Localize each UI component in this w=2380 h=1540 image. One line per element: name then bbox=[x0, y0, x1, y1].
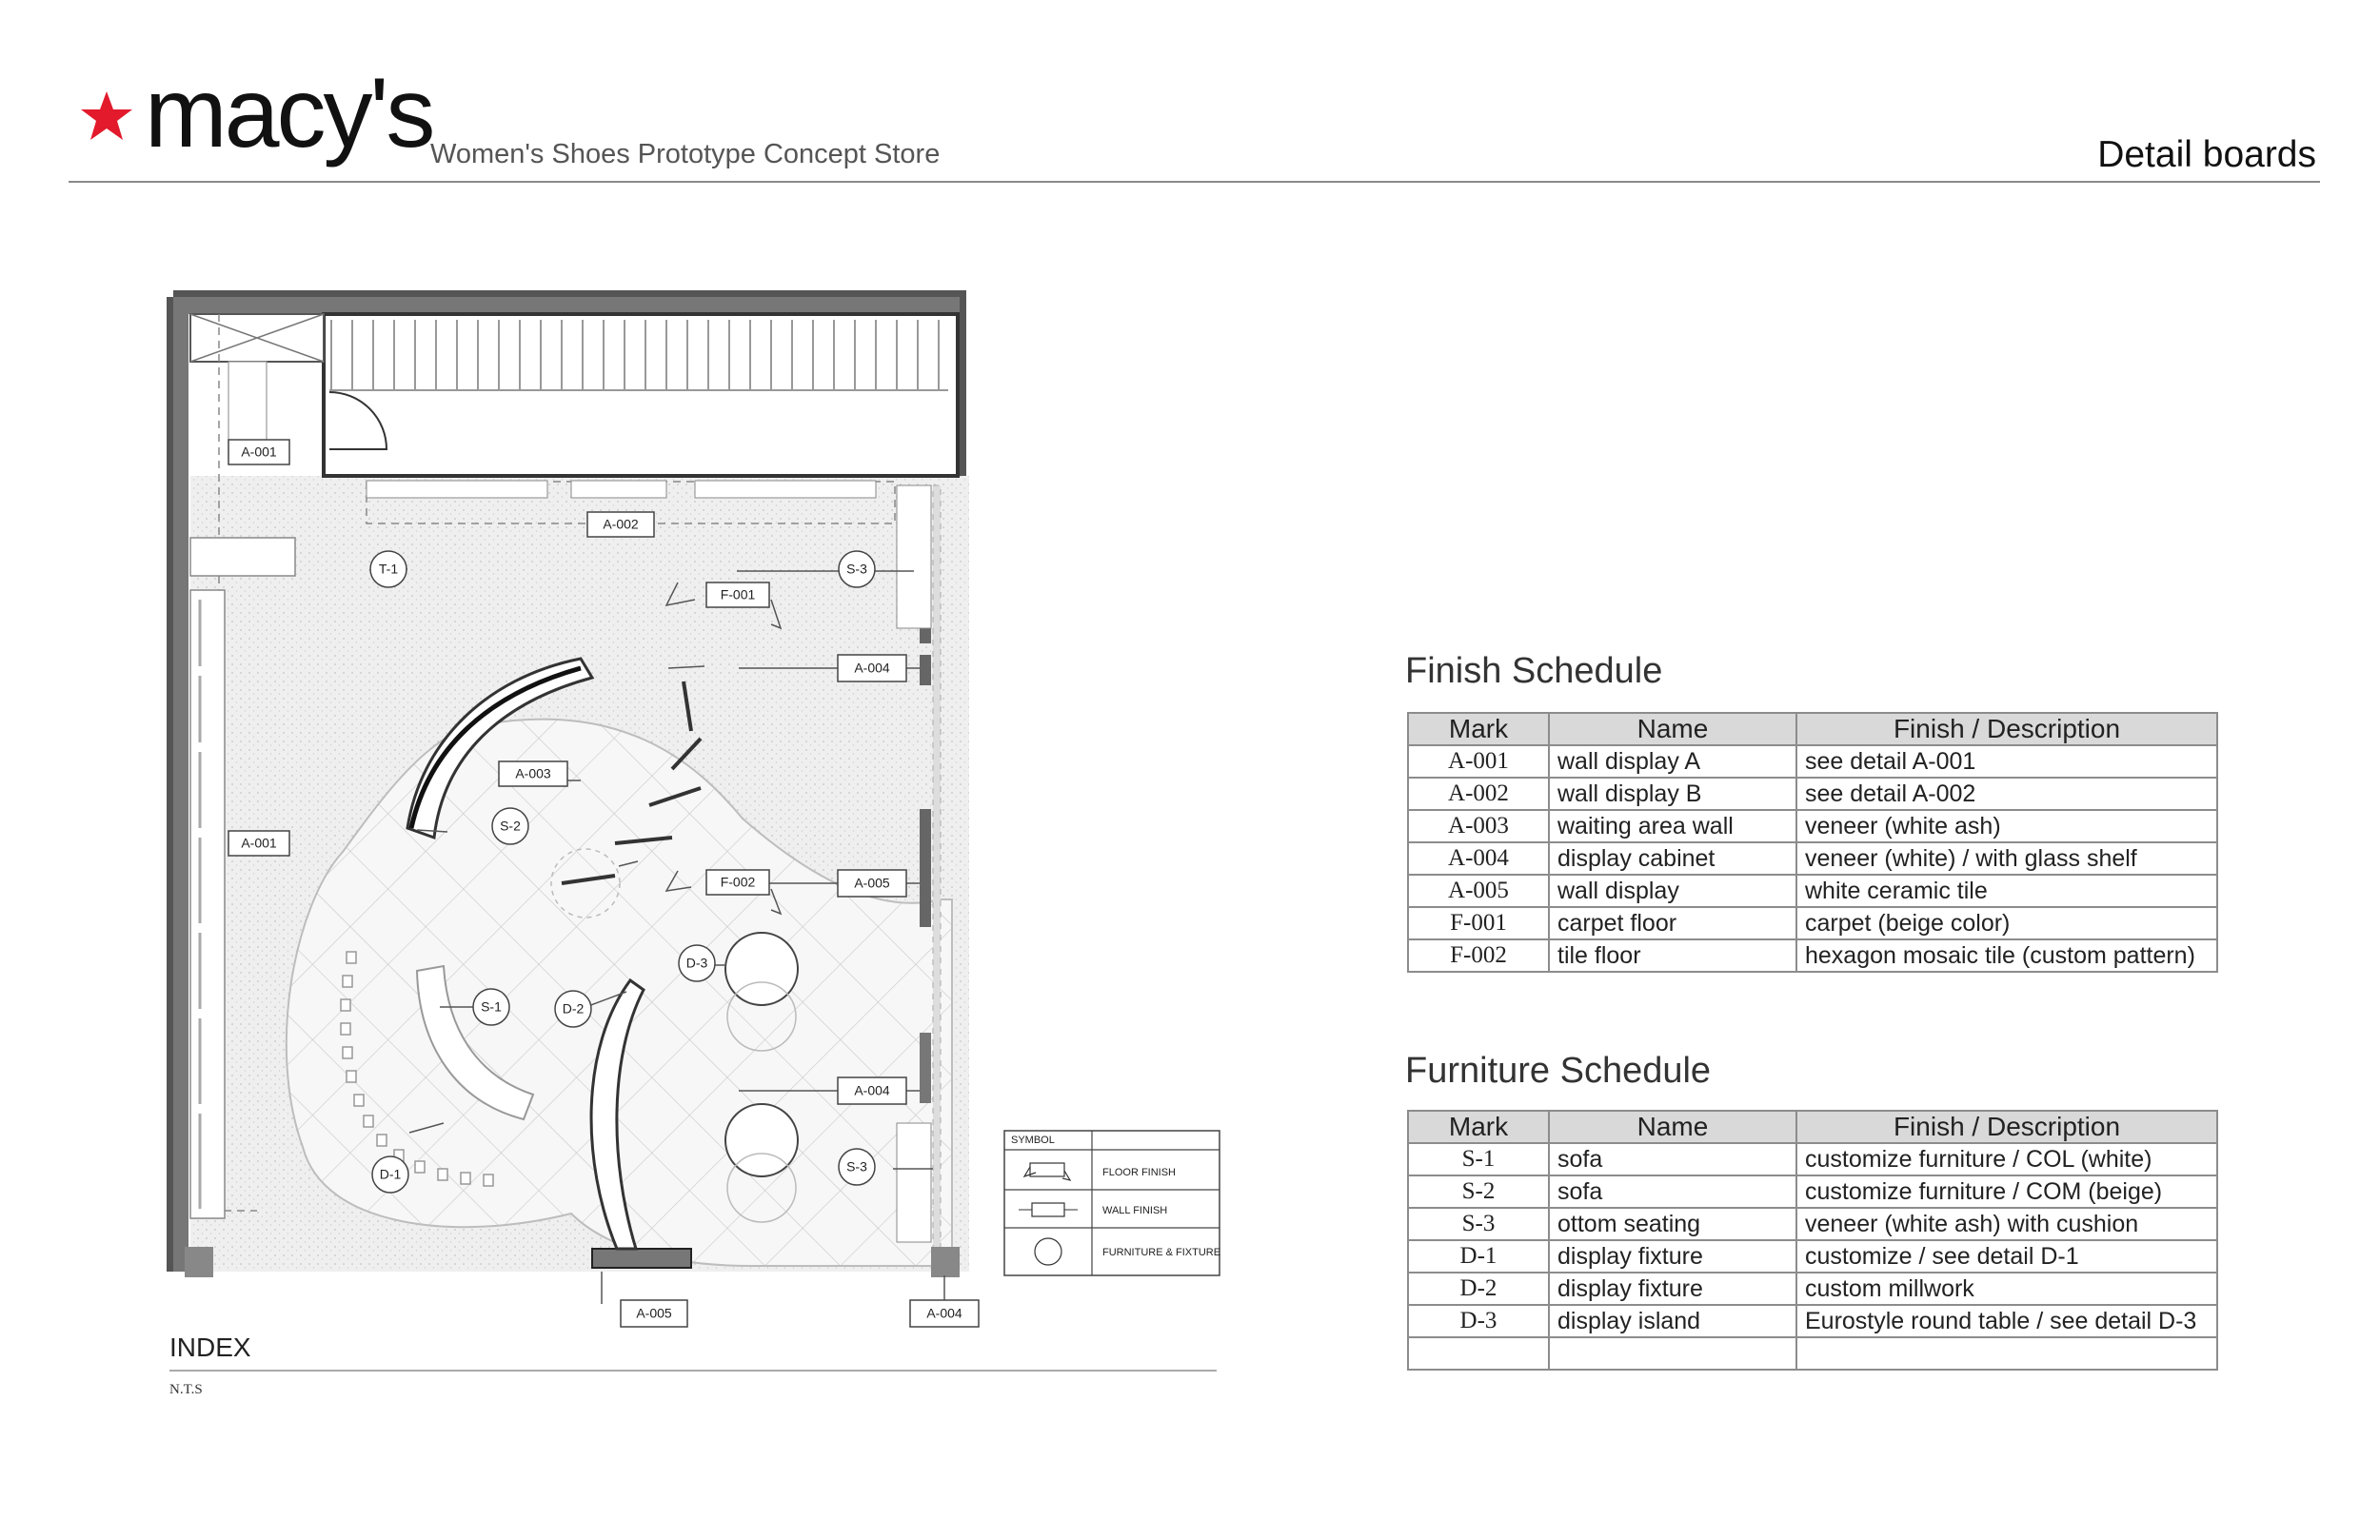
star-icon bbox=[81, 91, 132, 140]
col-header-name: Name bbox=[1549, 713, 1796, 745]
table-row bbox=[1408, 1175, 2217, 1208]
store-subtitle: Women's Shoes Prototype Concept Store bbox=[430, 139, 941, 169]
row-desc: veneer (white ash) bbox=[1796, 810, 2217, 842]
svg-text:S-1: S-1 bbox=[481, 998, 502, 1015]
row-name: wall display bbox=[1549, 875, 1796, 907]
svg-text:A-003: A-003 bbox=[515, 765, 551, 781]
table-row bbox=[1408, 875, 2217, 907]
row-name: display island bbox=[1549, 1305, 1796, 1337]
svg-text:F-002: F-002 bbox=[720, 874, 756, 890]
svg-text:A-005: A-005 bbox=[854, 875, 890, 891]
header-divider bbox=[69, 181, 2320, 183]
table-row bbox=[1408, 778, 2217, 810]
table-row bbox=[1408, 745, 2217, 778]
svg-text:A-001: A-001 bbox=[241, 835, 277, 851]
row-name: display cabinet bbox=[1549, 842, 1796, 875]
row-desc bbox=[1796, 1337, 2217, 1370]
row-mark: F-001 bbox=[1408, 907, 1549, 939]
tag-a002 bbox=[587, 512, 654, 537]
row-desc: white ceramic tile bbox=[1796, 875, 2217, 907]
row-name: sofa bbox=[1549, 1143, 1796, 1175]
tag-s1 bbox=[473, 989, 509, 1025]
row-name: wall display A bbox=[1549, 745, 1796, 778]
table-row bbox=[1408, 842, 2217, 875]
tag-a004-upper bbox=[838, 655, 906, 681]
index-label: INDEX bbox=[169, 1333, 251, 1362]
row-desc: customize / see detail D-1 bbox=[1796, 1240, 2217, 1273]
table-row bbox=[1408, 1143, 2217, 1175]
tag-a003 bbox=[499, 761, 567, 786]
svg-text:T-1: T-1 bbox=[378, 561, 399, 577]
table-row bbox=[1408, 1240, 2217, 1273]
furniture-symbol-icon bbox=[1035, 1238, 1061, 1265]
table-row bbox=[1408, 1305, 2217, 1337]
row-name: ottom seating bbox=[1549, 1208, 1796, 1240]
stockroom-wall bbox=[324, 314, 958, 476]
tag-a001-mid bbox=[228, 831, 289, 856]
tag-a005-right bbox=[838, 870, 906, 897]
col-header-desc: Finish / Description bbox=[1796, 1111, 2217, 1143]
svg-text:S-3: S-3 bbox=[846, 1158, 867, 1175]
row-desc: see detail A-002 bbox=[1796, 778, 2217, 810]
row-name: tile floor bbox=[1549, 939, 1796, 972]
row-mark: D-1 bbox=[1408, 1240, 1549, 1273]
table-header-row bbox=[1408, 1111, 2217, 1143]
table-row bbox=[1408, 907, 2217, 939]
wall-top bbox=[173, 297, 960, 314]
row-desc: Eurostyle round table / see detail D-3 bbox=[1796, 1305, 2217, 1337]
bottom-pillar-right bbox=[931, 1247, 960, 1277]
row-mark bbox=[1408, 1337, 1549, 1370]
row-name: wall display B bbox=[1549, 778, 1796, 810]
finish-schedule-title: Finish Schedule bbox=[1405, 651, 1663, 691]
legend-furniture: FURNITURE & FIXTURE bbox=[1102, 1246, 1221, 1258]
furniture-schedule-table bbox=[1407, 1110, 2218, 1371]
bottom-display-bar bbox=[592, 1249, 691, 1268]
tag-a004-mid bbox=[838, 1077, 906, 1104]
row-name: carpet floor bbox=[1549, 907, 1796, 939]
row-mark: D-3 bbox=[1408, 1305, 1549, 1337]
row-mark: D-2 bbox=[1408, 1273, 1549, 1305]
row-mark: S-3 bbox=[1408, 1208, 1549, 1240]
row-desc: hexagon mosaic tile (custom pattern) bbox=[1796, 939, 2217, 972]
finish-schedule-table bbox=[1407, 712, 2218, 973]
row-name: display fixture bbox=[1549, 1240, 1796, 1273]
svg-text:S-3: S-3 bbox=[846, 561, 867, 577]
table-row bbox=[1408, 1273, 2217, 1305]
tag-d1 bbox=[372, 1156, 408, 1193]
row-desc: veneer (white ash) with cushion bbox=[1796, 1208, 2217, 1240]
row-name: sofa bbox=[1549, 1175, 1796, 1208]
table-row bbox=[1408, 1337, 2217, 1370]
row-mark: S-1 bbox=[1408, 1143, 1549, 1175]
row-name: display fixture bbox=[1549, 1273, 1796, 1305]
floor-plan bbox=[162, 286, 1228, 1342]
row-desc: carpet (beige color) bbox=[1796, 907, 2217, 939]
svg-text:macy's: macy's bbox=[145, 59, 433, 168]
tag-f001 bbox=[706, 582, 769, 607]
legend-wall-finish: WALL FINISH bbox=[1102, 1204, 1168, 1216]
table-row bbox=[1408, 1208, 2217, 1240]
index-divider bbox=[169, 1370, 1217, 1372]
row-desc: see detail A-001 bbox=[1796, 745, 2217, 778]
legend-header: SYMBOL bbox=[1011, 1134, 1055, 1146]
legend-floor-finish: FLOOR FINISH bbox=[1102, 1166, 1177, 1178]
wall-finish-icon bbox=[1032, 1203, 1064, 1216]
table-header-row bbox=[1408, 713, 2217, 745]
tag-f002 bbox=[706, 870, 769, 895]
svg-text:A-002: A-002 bbox=[603, 516, 639, 532]
svg-text:D-2: D-2 bbox=[562, 1000, 585, 1017]
svg-text:A-004: A-004 bbox=[854, 1082, 890, 1098]
scale-note: N.T.S bbox=[169, 1382, 203, 1397]
svg-text:D-3: D-3 bbox=[685, 955, 708, 971]
tag-s3-top bbox=[839, 551, 875, 587]
symbol-legend bbox=[1004, 1131, 1220, 1275]
col-header-desc: Finish / Description bbox=[1796, 713, 2217, 745]
svg-text:A-004: A-004 bbox=[926, 1305, 962, 1321]
table-row bbox=[1408, 810, 2217, 842]
furniture-schedule-title: Furniture Schedule bbox=[1405, 1051, 1712, 1091]
tag-a004-bottom bbox=[910, 1300, 979, 1327]
row-mark: A-002 bbox=[1408, 778, 1549, 810]
row-mark: A-001 bbox=[1408, 745, 1549, 778]
tag-d3 bbox=[679, 945, 715, 981]
svg-text:A-005: A-005 bbox=[636, 1305, 672, 1321]
table-row bbox=[1408, 939, 2217, 972]
tag-t1 bbox=[370, 551, 407, 587]
row-name bbox=[1549, 1337, 1796, 1370]
col-header-mark: Mark bbox=[1408, 713, 1549, 745]
row-desc: customize furniture / COM (beige) bbox=[1796, 1175, 2217, 1208]
tag-a005-bottom bbox=[621, 1300, 687, 1327]
row-name: waiting area wall bbox=[1549, 810, 1796, 842]
tag-d2 bbox=[555, 991, 591, 1027]
col-header-mark: Mark bbox=[1408, 1111, 1549, 1143]
svg-text:A-001: A-001 bbox=[241, 444, 277, 460]
tag-s3-bottom bbox=[839, 1149, 875, 1185]
row-mark: S-2 bbox=[1408, 1175, 1549, 1208]
col-header-name: Name bbox=[1549, 1111, 1796, 1143]
row-mark: A-004 bbox=[1408, 842, 1549, 875]
tag-s2 bbox=[492, 808, 528, 844]
tag-a001-top bbox=[228, 440, 289, 464]
wall-left bbox=[173, 297, 188, 1272]
row-desc: customize furniture / COL (white) bbox=[1796, 1143, 2217, 1175]
board-title: Detail boards bbox=[2097, 134, 2316, 175]
svg-text:S-2: S-2 bbox=[500, 818, 521, 834]
row-mark: F-002 bbox=[1408, 939, 1549, 972]
row-mark: A-005 bbox=[1408, 875, 1549, 907]
bottom-pillar-left bbox=[185, 1247, 213, 1277]
right-wall-lower bbox=[933, 485, 941, 1272]
macys-logo bbox=[74, 59, 436, 173]
row-mark: A-003 bbox=[1408, 810, 1549, 842]
svg-text:D-1: D-1 bbox=[379, 1166, 402, 1182]
row-desc: custom millwork bbox=[1796, 1273, 2217, 1305]
svg-text:A-004: A-004 bbox=[854, 660, 890, 676]
row-desc: veneer (white) / with glass shelf bbox=[1796, 842, 2217, 875]
svg-text:F-001: F-001 bbox=[720, 586, 756, 602]
floor-finish-icon bbox=[1030, 1163, 1064, 1176]
